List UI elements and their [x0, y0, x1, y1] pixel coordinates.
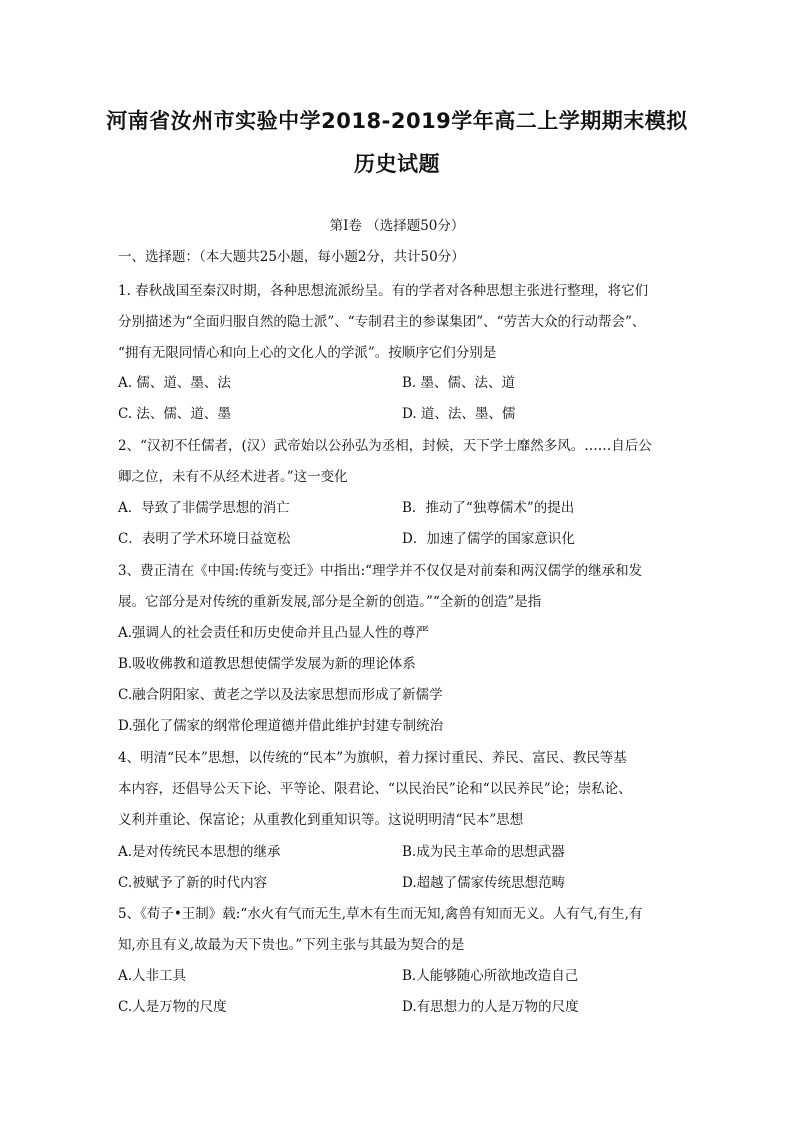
question-5-stem-line-1: 5、《荀子•王制》载:“水火有气而无生,草木有生而无知,禽兽有知而无义。人有气,有生,有	[118, 906, 643, 922]
question-3-stem-line-1: 3、费正清在《中国:传统与变迁》中指出:“理学并不仅仅是对前秦和两汉儒学的继承和发	[118, 563, 643, 579]
question-2-option-b: B．推动了“独尊儒术”的提出	[402, 500, 575, 516]
question-4-stem-line-1: 4、明清“民本”思想，以传统的“民本”为旗帜，着力探讨重民、养民、富民、教民等基	[118, 750, 627, 766]
question-1-stem-line-2: 分别描述为“全面归服自然的隐士派”、“专制君主的参谋集团”、“劳苦大众的行动帮会”、	[118, 314, 646, 330]
section-heading: 第Ⅰ卷 （选择题50分）	[329, 218, 465, 234]
question-5-stem-line-2: 知,亦且有义,故最为天下贵也。”下列主张与其最为契合的是	[118, 937, 465, 953]
question-4-stem-line-3: 义利并重论、保富论；从重教化到重知识等。这说明明清“民本”思想	[118, 812, 524, 828]
question-1-option-c: C. 法、儒、道、墨	[118, 406, 231, 422]
question-4-stem-line-2: 本内容，还倡导公天下论、平等论、限君论、“以民治民”论和“以民养民”论；崇私论、	[118, 781, 632, 797]
question-5-option-b: B.人能够随心所欲地改造自己	[402, 968, 579, 984]
question-1-stem-line-1: 1. 春秋战国至秦汉时期，各种思想流派纷呈。有的学者对各种思想主张进行整理，将它们	[118, 283, 649, 299]
question-4-option-c: C.被赋予了新的时代内容	[118, 875, 268, 891]
question-3-option-d: D.强化了儒家的纲常伦理道德并借此维护封建专制统治	[118, 718, 444, 734]
question-5-option-c: C.人是万物的尺度	[118, 999, 227, 1015]
question-2-stem-line-1: 2、“汉初不任儒者，(汉）武帝始以公孙弘为丞相，封候，天下学士靡然多风。……自后公	[118, 438, 652, 454]
question-2-option-a: A．导致了非儒学思想的消亡	[118, 500, 290, 516]
question-3-stem-line-2: 展。它部分是对传统的重新发展,部分是全新的创造。”“全新的创造”是指	[118, 594, 542, 610]
question-2-stem-line-2: 卿之位，未有不从经术进者。”这一变化	[118, 469, 348, 485]
question-5-option-d: D.有思想力的人是万物的尺度	[402, 999, 579, 1015]
exam-subject: 历史试题	[354, 152, 440, 176]
question-3-option-b: B.吸收佛教和道教思想使儒学发展为新的理论体系	[118, 656, 416, 672]
question-3-option-a: A.强调人的社会责任和历史使命并且凸显人性的尊严	[118, 625, 430, 641]
question-1-option-a: A. 儒、道、墨、法	[118, 375, 231, 391]
question-5-option-a: A.人非工具	[118, 968, 187, 984]
question-1-option-d: D. 道、法、墨、儒	[402, 406, 516, 422]
question-4-option-b: B.成为民主革命的思想武器	[402, 844, 565, 860]
question-4-option-a: A.是对传统民本思想的继承	[118, 844, 281, 860]
exam-title: 河南省汝州市实验中学2018-2019学年高二上学期期末模拟	[106, 109, 688, 133]
section-instructions: 一、选择题：（本大题共25小题，每小题2分，共计50分）	[118, 249, 465, 265]
question-4-option-d: D.超越了儒家传统思想范畴	[402, 875, 566, 891]
question-3-option-c: C.融合阴阳家、黄老之学以及法家思想而形成了新儒学	[118, 687, 443, 703]
question-2-option-c: C．表明了学术环境日益宽松	[118, 531, 291, 547]
question-2-option-d: D．加速了儒学的国家意识化	[402, 531, 575, 547]
question-1-stem-line-3: “拥有无限同情心和向上心的文化人的学派”。按顺序它们分别是	[118, 345, 497, 361]
question-1-option-b: B. 墨、儒、法、道	[402, 375, 516, 391]
